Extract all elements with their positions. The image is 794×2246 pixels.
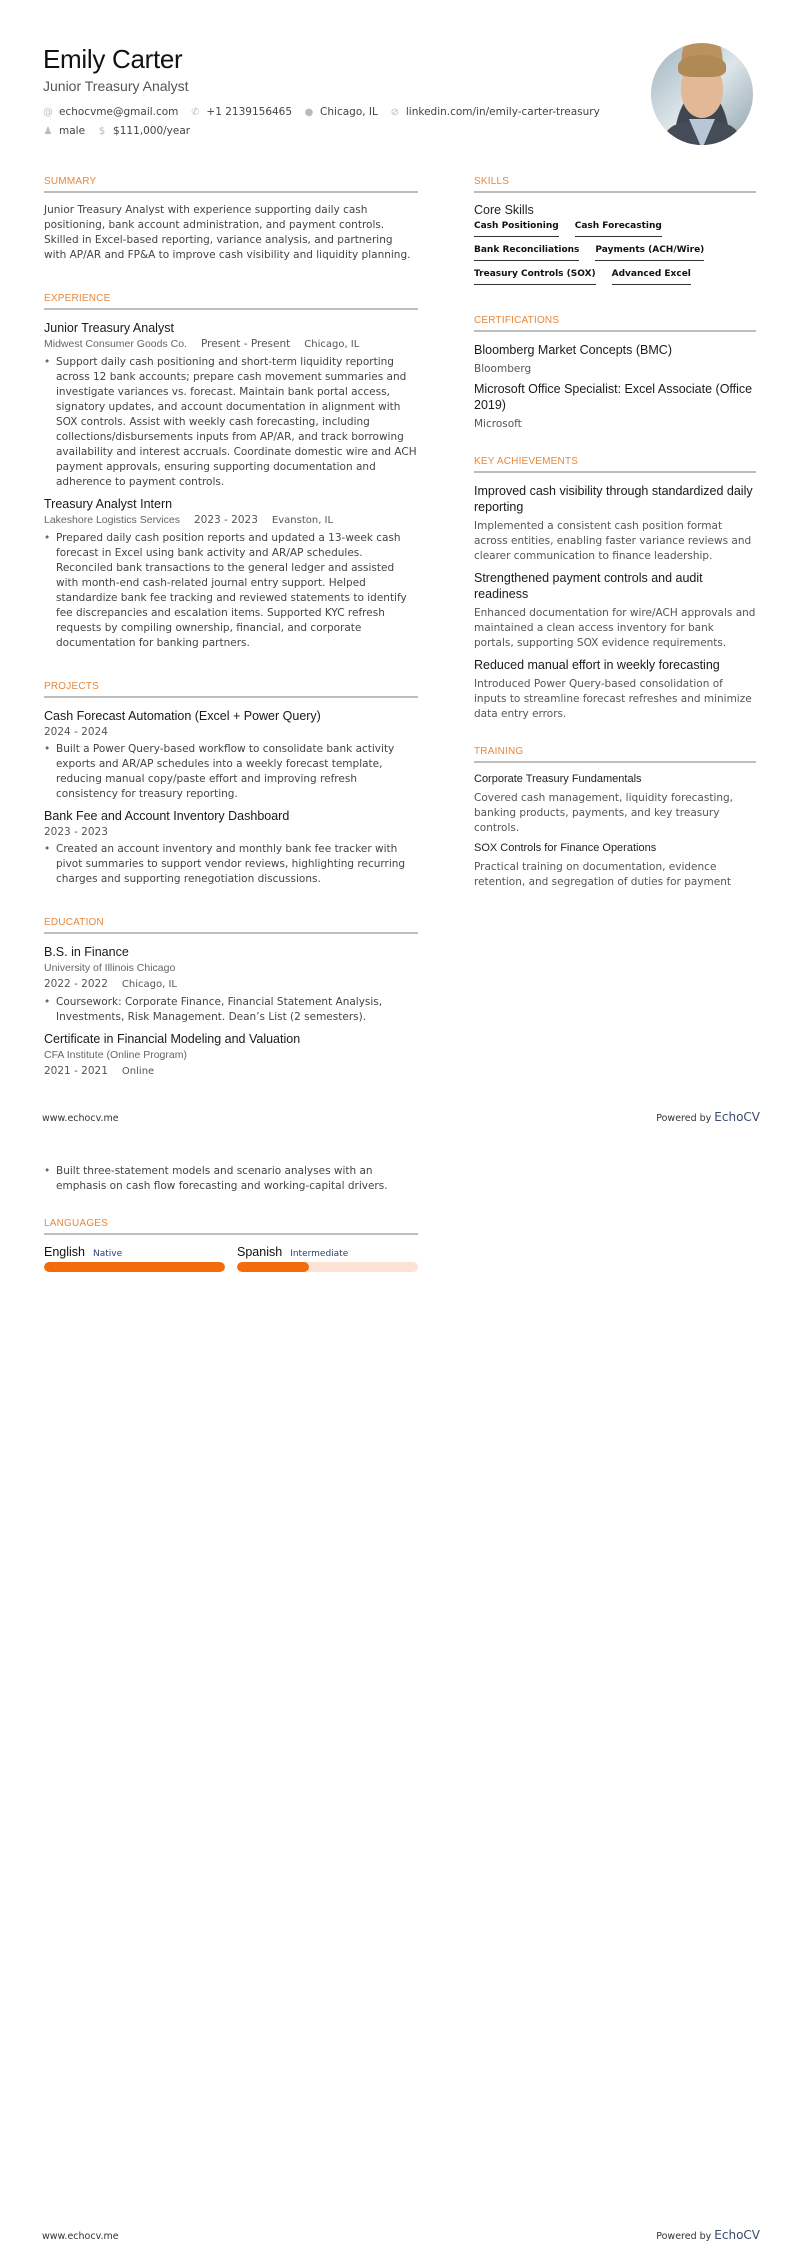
language-item: [237, 1245, 418, 1272]
at-icon: @: [43, 107, 53, 118]
job-role: Treasury Analyst Intern: [44, 497, 173, 511]
bullet: • Built three-statement models and scenario analyses with an emphasis on cash flow forecasting and working-capital drivers.: [44, 1164, 418, 1194]
education-item: [44, 1031, 418, 1080]
training-desc: Practical training on documentation, evidence retention, and segregation of duties for payment: [474, 861, 731, 888]
link-icon: ⊘: [390, 107, 400, 118]
skills-category: Core Skills: [474, 203, 534, 217]
bullet: • Coursework: Corporate Finance, Financial Statement Analysis, Investments, Risk Management. Dean’s List (2 semesters).: [44, 995, 418, 1025]
footer-site-link[interactable]: www.echocv.me: [42, 1113, 119, 1124]
summary-section: [44, 176, 418, 263]
dates: 2022 - 2022: [44, 978, 108, 990]
education-section: [44, 917, 418, 1080]
company: Midwest Consumer Goods Co.: [44, 338, 187, 350]
school: CFA Institute (Online Program): [44, 1049, 187, 1061]
section-heading-education: EDUCATION: [44, 917, 418, 934]
page-footer: [42, 2228, 760, 2242]
language-level: Native: [93, 1249, 123, 1259]
dates: 2023 - 2023: [193, 514, 258, 526]
experience-section: [44, 293, 418, 651]
school: University of Illinois Chicago: [44, 962, 176, 974]
dates: Present - Present: [200, 338, 291, 350]
certification-name: Bloomberg Market Concepts (BMC): [474, 343, 672, 357]
contact-info: [43, 103, 623, 141]
skill-chip: Cash Forecasting: [575, 221, 662, 237]
language-item: [44, 1245, 225, 1272]
achievement-title: Improved cash visibility through standardized daily reporting: [474, 484, 753, 514]
certification-issuer: Microsoft: [474, 418, 522, 430]
phone-icon: ✆: [191, 107, 200, 118]
language-level: Intermediate: [290, 1249, 349, 1259]
bullet: • Created an account inventory and monthly bank fee tracker with pivot summaries to support vendor reviews, highlighting recurring charges and supporting renegotiation discussions.: [44, 842, 418, 887]
contact-location: ● Chicago, IL: [304, 103, 378, 122]
money-icon: $: [98, 126, 106, 137]
person-icon: ♟: [43, 126, 53, 137]
projects-section: [44, 681, 418, 887]
project-name: Bank Fee and Account Inventory Dashboard: [44, 809, 290, 823]
experience-item: [44, 320, 418, 490]
powered-by: Powered by EchoCV: [656, 2228, 760, 2242]
achievement-title: Reduced manual effort in weekly forecasting: [474, 658, 720, 672]
bullet: • Support daily cash positioning and short-term liquidity reporting across 12 bank accounts; prepare cash movement summaries and investigate variances vs. forecast. Maintain bank portal access, signatory updates, and account documentation in alignment with SOX controls. Assist with weekly cash forecasting, including collections/disbursements inputs from AP/AR, and track borrowing availability and interest accruals. Coordinate domestic wire and ACH payment approvals, ensuring supporting documentation and adherence to payment controls.: [44, 355, 418, 490]
right-column: [474, 176, 756, 896]
degree: B.S. in Finance: [44, 945, 129, 959]
dates: 2021 - 2021: [44, 1065, 108, 1077]
contact-linkedin[interactable]: ⊘ linkedin.com/in/emily-carter-treasury: [390, 103, 600, 122]
training-section: [474, 746, 756, 890]
candidate-name: Emily Carter: [43, 44, 183, 74]
left-column-continued: [44, 1162, 418, 1272]
avatar: [651, 43, 753, 145]
skills-section: [474, 176, 756, 285]
language-name: Spanish: [237, 1245, 283, 1259]
project-item: [44, 708, 418, 802]
training-desc: Covered cash management, liquidity forecasting, banking products, payments, and key treasury controls.: [474, 792, 734, 834]
section-heading-languages: LANGUAGES: [44, 1218, 418, 1235]
skill-chip: Advanced Excel: [612, 269, 691, 285]
brand-logo[interactable]: EchoCV: [714, 1110, 760, 1124]
certification-name: Microsoft Office Specialist: Excel Associate (Office 2019): [474, 382, 753, 412]
certification-issuer: Bloomberg: [474, 363, 532, 375]
achievement-desc: Introduced Power Query-based consolidation of inputs to streamline forecast refreshes and minimize data entry errors.: [474, 678, 752, 720]
achievement-desc: Implemented a consistent cash position format across entities, enabling faster variance reviews and clearer communication to finance leadership.: [474, 520, 752, 562]
section-heading-experience: EXPERIENCE: [44, 293, 418, 310]
achievement-desc: Enhanced documentation for wire/ACH approvals and maintained a clean access inventory for bank portals, supporting SOX evidence requirements.: [474, 607, 756, 649]
footer-site-link[interactable]: www.echocv.me: [42, 2231, 119, 2242]
location: Online: [121, 1066, 155, 1077]
contact-salary: $ $111,000/year: [97, 122, 190, 141]
achievement-title: Strengthened payment controls and audit readiness: [474, 571, 703, 601]
dates: 2023 - 2023: [44, 826, 108, 838]
bullet: • Prepared daily cash position reports and updated a 13-week cash forecast in Excel using bank activity and AR/AP schedules. Reconciled bank transactions to the general ledger and assisted with month-end cash-related journal entry support. Helped standardize bank fee tracking and reviewed statements to identify fee discrepancies and escalation items. Supported KYC refresh requests by compiling ownership, financial, and corporate documentation for banking partners.: [44, 531, 418, 651]
location: Chicago, IL: [304, 339, 360, 350]
contact-email[interactable]: @ echocvme@gmail.com: [43, 103, 178, 122]
location: Evanston, IL: [271, 515, 334, 526]
company: Lakeshore Logistics Services: [44, 514, 180, 526]
language-name: English: [44, 1245, 85, 1259]
section-heading-projects: PROJECTS: [44, 681, 418, 698]
experience-item: [44, 496, 418, 651]
section-heading-training: TRAINING: [474, 746, 756, 763]
powered-by: Powered by EchoCV: [656, 1110, 760, 1124]
brand-logo[interactable]: EchoCV: [714, 2228, 760, 2242]
section-heading-certifications: CERTIFICATIONS: [474, 315, 756, 332]
skill-chip: Treasury Controls (SOX): [474, 269, 596, 285]
section-heading-summary: SUMMARY: [44, 176, 418, 193]
section-heading-skills: SKILLS: [474, 176, 756, 193]
candidate-title: Junior Treasury Analyst: [43, 78, 189, 94]
location: Chicago, IL: [121, 979, 177, 990]
left-column: [44, 176, 418, 1086]
language-proficiency-bar: [44, 1262, 225, 1272]
project-name: Cash Forecast Automation (Excel + Power Query): [44, 709, 321, 723]
degree: Certificate in Financial Modeling and Valuation: [44, 1032, 301, 1046]
bullet: • Built a Power Query-based workflow to consolidate bank activity exports and AR/AP schedules into a weekly forecast template, reducing manual copy/paste effort and improving refresh consistency for treasury reporting.: [44, 742, 418, 802]
dates: 2024 - 2024: [44, 726, 108, 738]
summary-text: Junior Treasury Analyst with experience supporting daily cash positioning, bank account administration, and payment controls. Skilled in Excel-based reporting, variance analysis, and partnering with AP/AR and FP&A to improve cash visibility and liquidity planning.: [44, 204, 411, 261]
location-pin-icon: ●: [304, 107, 314, 118]
section-heading-achievements: KEY ACHIEVEMENTS: [474, 456, 756, 473]
skill-chip: Bank Reconciliations: [474, 245, 579, 261]
contact-gender: ♟ male: [43, 122, 85, 141]
skill-chip: Payments (ACH/Wire): [595, 245, 704, 261]
languages-section: [44, 1218, 418, 1272]
training-title: Corporate Treasury Fundamentals: [474, 773, 642, 785]
job-role: Junior Treasury Analyst: [44, 321, 174, 335]
education-item: [44, 944, 418, 1025]
language-proficiency-bar: [237, 1262, 418, 1272]
certifications-section: [474, 315, 756, 430]
skills-list: [474, 221, 756, 285]
project-item: [44, 808, 418, 887]
achievements-section: [474, 456, 756, 722]
skill-chip: Cash Positioning: [474, 221, 559, 237]
page-footer: [42, 1110, 760, 1124]
contact-phone[interactable]: ✆ +1 2139156465: [190, 103, 292, 122]
training-title: SOX Controls for Finance Operations: [474, 842, 657, 854]
